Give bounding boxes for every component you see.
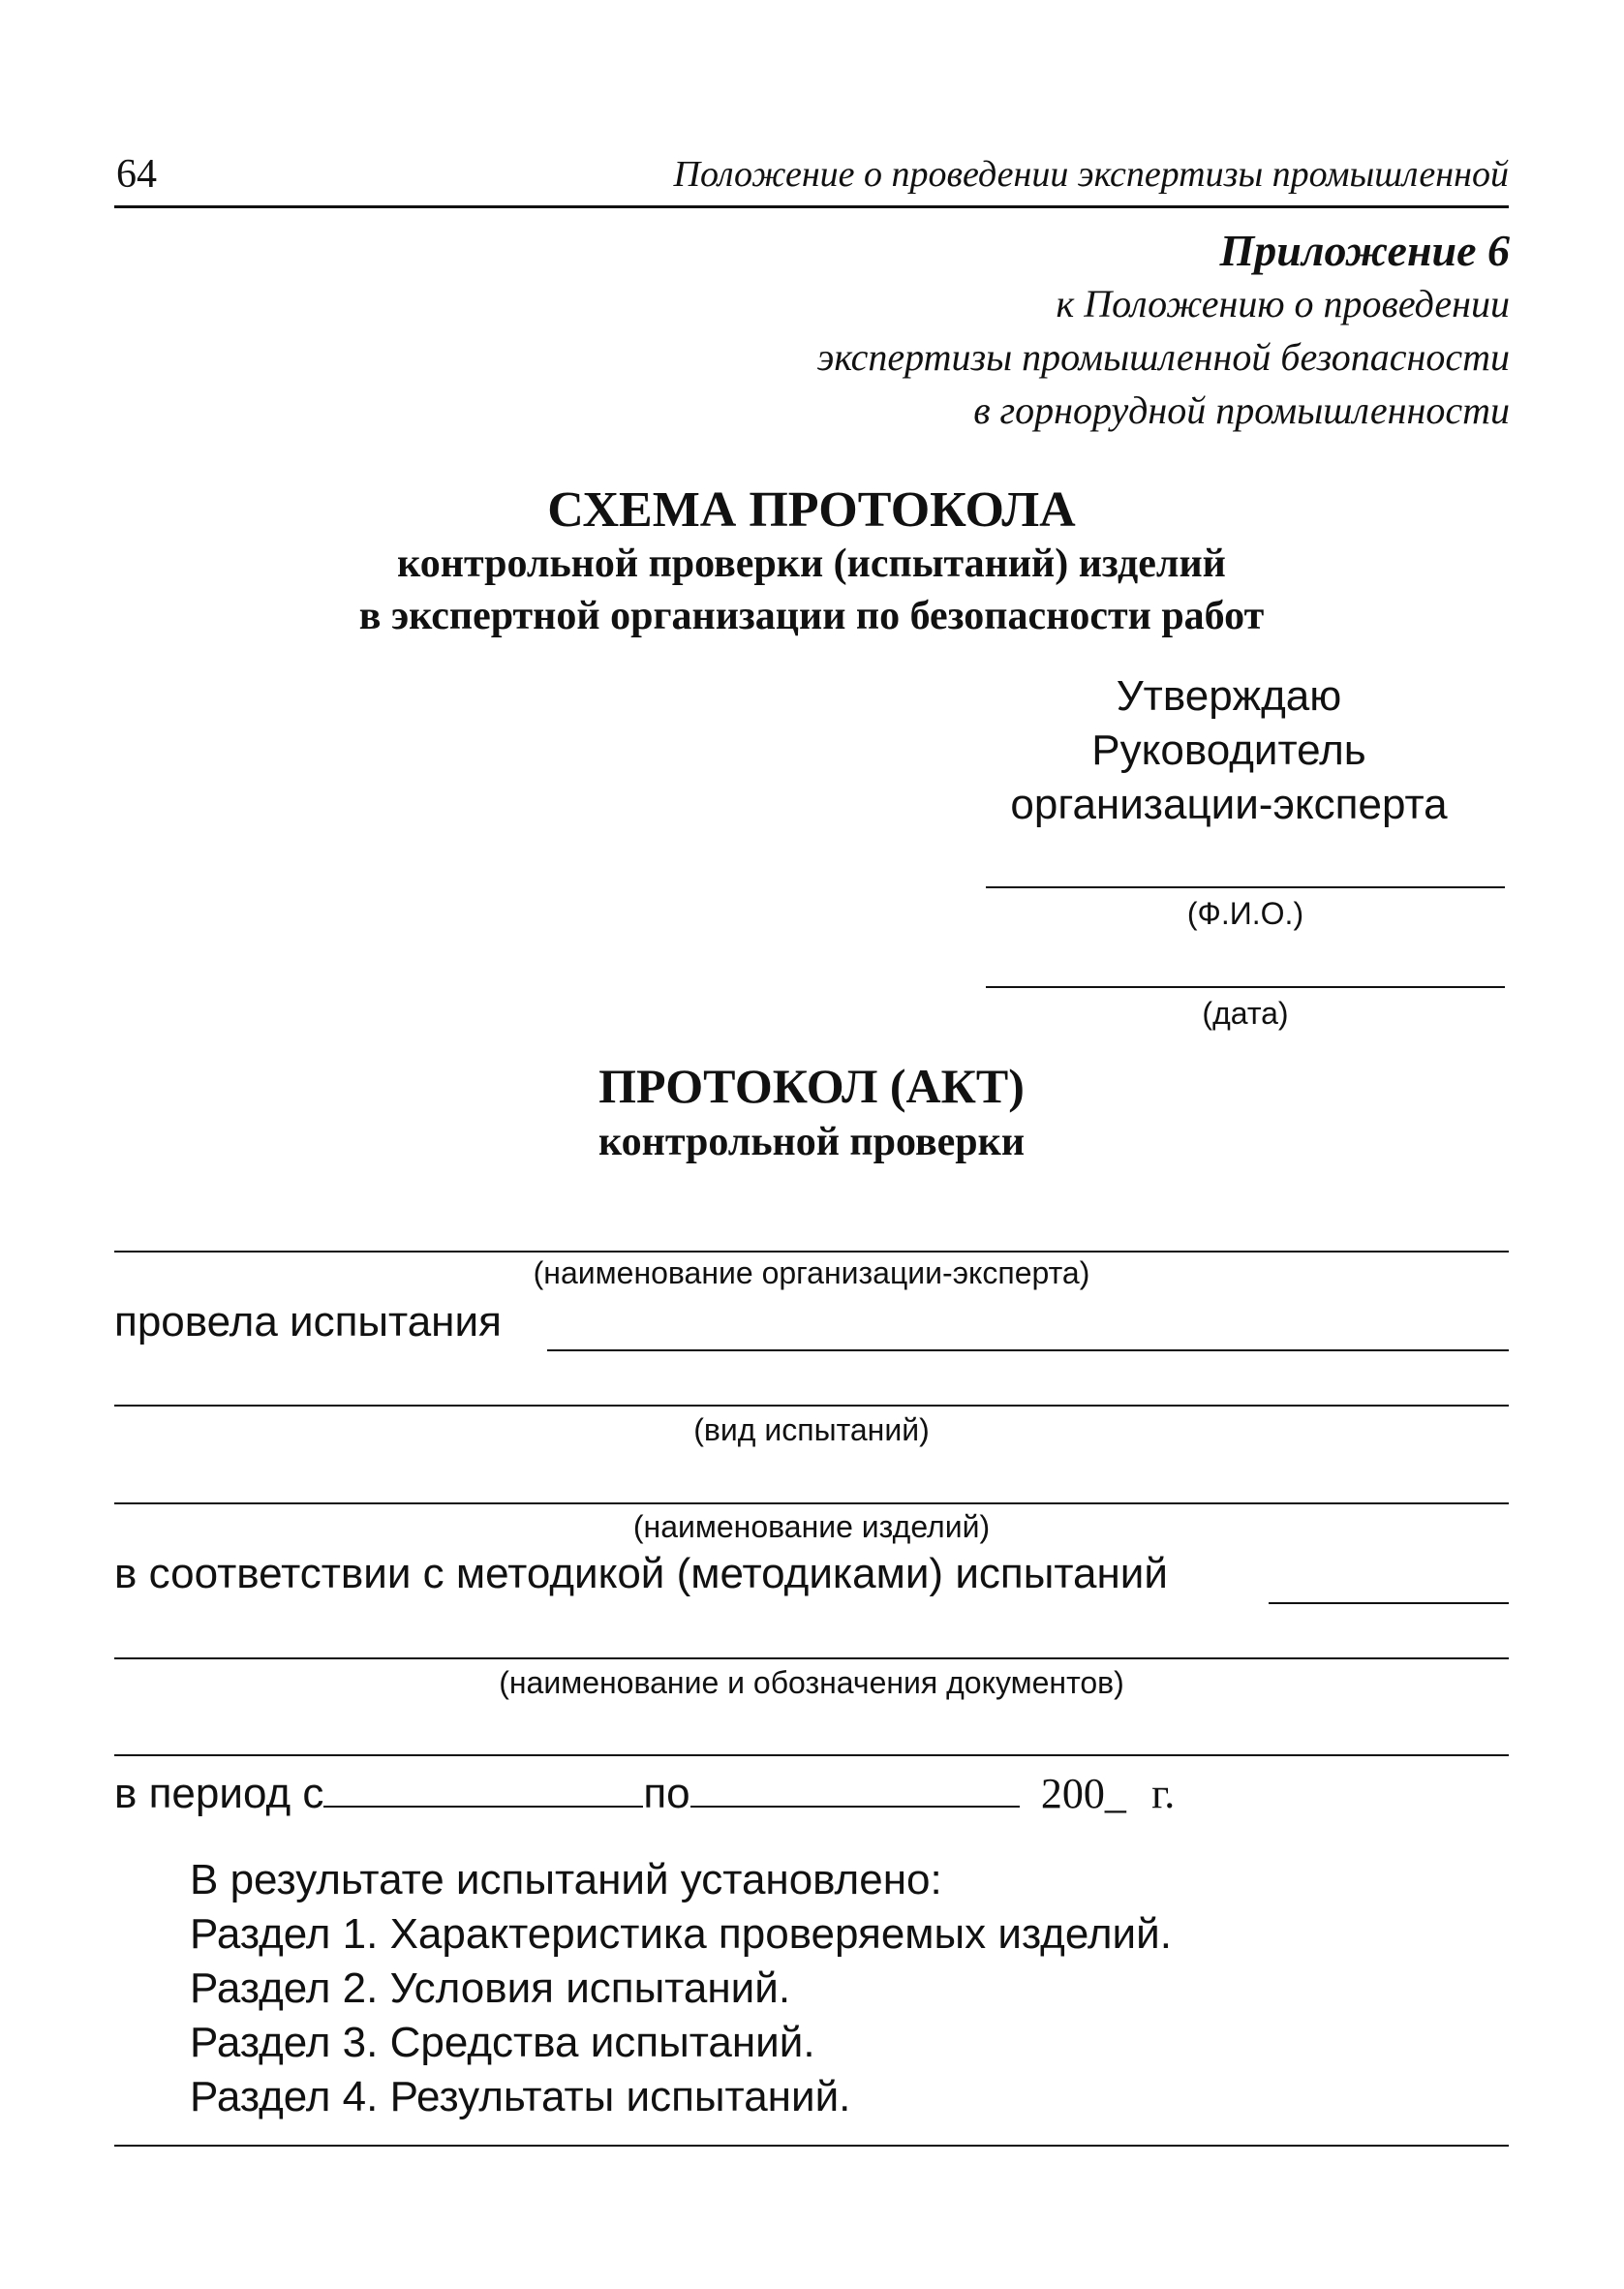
products-line [114,1502,1509,1504]
documents-line [114,1657,1509,1659]
fio-signature-line [986,886,1505,888]
period-from-line [323,1796,643,1808]
period-year-suffix: г. [1151,1770,1176,1817]
approval-line-1: Утверждаю [1116,672,1342,720]
period-from-label: в период с [114,1770,324,1817]
period-row [114,1769,1175,1818]
test-type-line [114,1405,1509,1407]
org-name-caption: (наименование организации-эксперта) [533,1255,1090,1290]
results-intro: В результате испытаний установлено: [190,1856,942,1903]
appendix-line-3: в горнорудной промышленности [973,388,1510,432]
page-header [114,151,1509,208]
period-to-line [690,1796,1020,1808]
results-section-4: Раздел 4. Результаты испытаний. [190,2073,851,2120]
tests-line [547,1349,1509,1351]
products-caption: (наименование изделий) [632,1509,991,1544]
approval-line-2: Руководитель [1091,727,1366,774]
period-year: 200_ [1040,1770,1126,1817]
period-to-label: по [643,1770,690,1817]
scheme-title: СХЕМА ПРОТОКОЛА [547,482,1076,538]
bottom-rule [114,2145,1509,2147]
results-section-3: Раздел 3. Средства испытаний. [190,2019,815,2066]
org-name-line [114,1251,1509,1253]
test-type-caption: (вид испытаний) [693,1412,930,1447]
method-label: в соответствии с методикой (методиками) испытаний [114,1550,1168,1597]
protocol-title: ПРОТОКОЛ (АКТ) [598,1059,1025,1113]
documents-line-2 [114,1754,1509,1756]
results-section-2: Раздел 2. Условия испытаний. [190,1964,791,2012]
approval-line-3: организации-эксперта [1010,781,1448,828]
scheme-subtitle-2: в экспертной организации по безопасности работ [358,594,1265,638]
fio-caption: (Ф.И.О.) [1186,896,1304,931]
results-section-1: Раздел 1. Характеристика проверяемых изделий. [190,1910,1172,1958]
scheme-subtitle-1: контрольной проверки (испытаний) изделий [397,541,1226,586]
protocol-subtitle: контрольной проверки [598,1120,1026,1164]
appendix-line-2: экспертизы промышленной безопасности [816,335,1510,379]
date-caption: (дата) [1202,996,1289,1031]
date-line [986,986,1505,988]
running-title: Положение о проведении экспертизы промышленной [673,154,1509,195]
method-line [1269,1602,1509,1604]
tests-label: провела испытания [114,1298,502,1346]
documents-caption: (наименование и обозначения документов) [499,1665,1124,1700]
appendix-line-1: к Положению о проведении [1056,282,1510,325]
appendix-title: Приложение 6 [1219,226,1510,275]
page-number: 64 [116,152,157,197]
